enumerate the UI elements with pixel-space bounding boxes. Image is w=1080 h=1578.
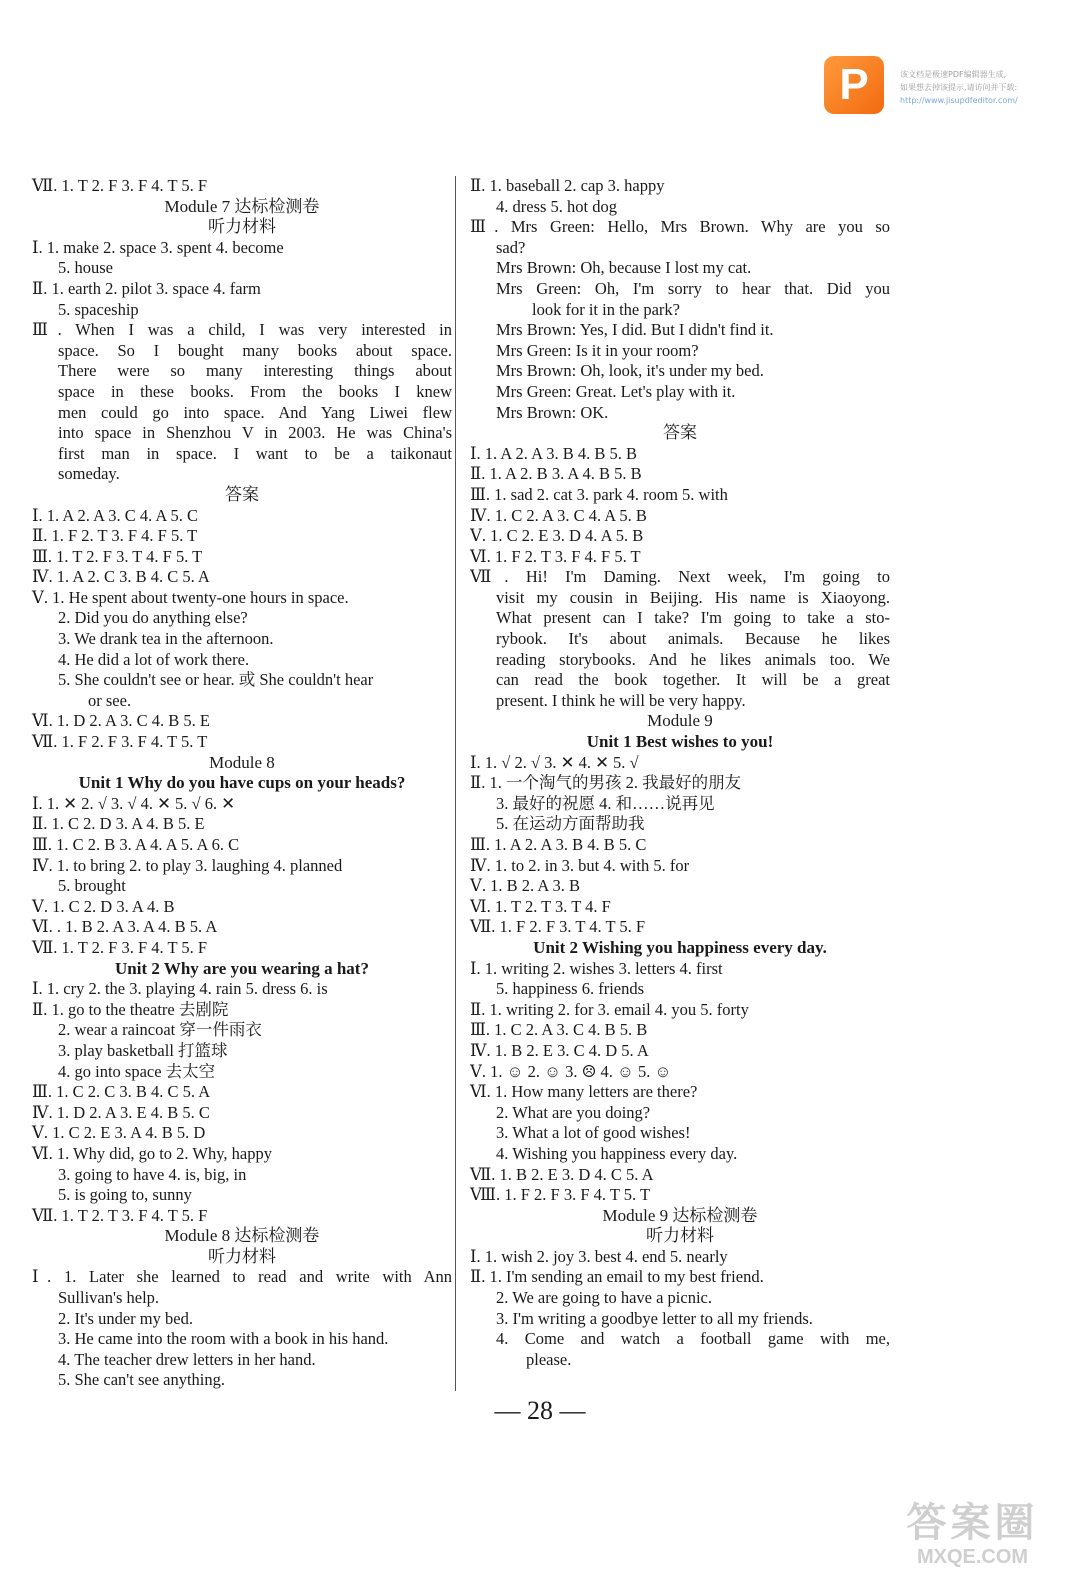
answer-line: Mrs Green: Is it in your room? <box>496 340 699 360</box>
answer-line: Ⅵ. 1. D 2. A 3. C 4. B 5. E <box>32 711 210 731</box>
answer-line: Ⅳ. 1. A 2. C 3. B 4. C 5. A <box>32 567 210 587</box>
watermark-text: 答案圈 <box>906 1501 1039 1545</box>
answer-line: men could go into space. And Yang Liwei flew <box>58 402 452 422</box>
answer-line: 3. going to have 4. is, big, in <box>58 1164 247 1184</box>
answer-line: 5. house <box>58 258 113 278</box>
answer-line: Module 8 达标检测卷 <box>164 1226 320 1246</box>
answer-line: 4. Come and watch a football game with me, <box>496 1329 890 1349</box>
answer-line: Mrs Brown: Yes, I did. But I didn't find it. <box>496 320 774 340</box>
answer-line: 答案 <box>663 423 697 443</box>
answer-line: Ⅶ. 1. F 2. F 3. T 4. T 5. F <box>470 917 646 937</box>
answer-line: Ⅴ. 1. B 2. A 3. B <box>470 876 581 896</box>
answer-line: Ⅱ. 1. C 2. D 3. A 4. B 5. E <box>32 814 205 834</box>
answer-line: Ⅳ. 1. to 2. in 3. but 4. with 5. for <box>470 855 690 875</box>
answer-line: 3. I'm writing a goodbye letter to all my friends. <box>496 1308 813 1328</box>
answer-line: sad? <box>496 237 526 257</box>
answer-line: reading storybooks. And he likes animals too. We <box>496 649 890 669</box>
answer-line: look for it in the park? <box>532 299 681 319</box>
answer-line: Ⅴ. 1. ☺ 2. ☺ 3. ☹ 4. ☺ 5. ☺ <box>470 1061 672 1081</box>
answer-line: first man in space. I want to be a taikonaut <box>58 443 452 463</box>
answer-line: Ⅱ. 1. baseball 2. cap 3. happy <box>470 176 665 195</box>
answer-line: Ⅲ. When I was a child, I was very interested in <box>32 320 452 340</box>
answer-line: 听力材料 <box>208 1246 276 1266</box>
answer-line: Ⅱ. 1. I'm sending an email to my best friend. <box>470 1267 764 1287</box>
answer-line: 4. The teacher drew letters in her hand. <box>58 1349 316 1369</box>
answer-line: Ⅷ. 1. F 2. F 3. F 4. T 5. T <box>470 1185 651 1205</box>
answer-line: Ⅲ. 1. C 2. A 3. C 4. B 5. B <box>470 1020 648 1040</box>
answer-line: Ⅶ. 1. T 2. T 3. F 4. T 5. F <box>32 1205 208 1225</box>
answer-line: space in these books. From the books I knew <box>58 381 452 401</box>
answer-line: 2. What are you doing? <box>496 1102 651 1122</box>
site-watermark <box>880 1500 1065 1570</box>
answer-line: Ⅰ. 1. Later she learned to read and write with Ann <box>32 1267 452 1287</box>
answer-line: 5. brought <box>58 876 126 896</box>
answer-line: Unit 2 Wishing you happiness every day. <box>533 937 827 957</box>
answer-line: Unit 2 Why are you wearing a hat? <box>115 958 369 978</box>
answer-line: 答案 <box>225 484 259 504</box>
answer-line: space. So I bought many books about space. <box>58 340 452 360</box>
answer-line: Module 8 <box>209 752 275 772</box>
answer-line: 5. spaceship <box>58 299 139 319</box>
answer-line: Ⅵ. 1. F 2. T 3. F 4. F 5. T <box>470 546 641 566</box>
answer-line: Mrs Green: Oh, I'm sorry to hear that. Did you <box>496 278 890 298</box>
answer-line: 5. 在运动方面帮助我 <box>496 814 645 834</box>
answer-line: Ⅲ. 1. C 2. C 3. B 4. C 5. A <box>32 1082 211 1102</box>
answer-line: 听力材料 <box>646 1226 714 1246</box>
answer-line: Mrs Brown: OK. <box>496 402 609 422</box>
answer-line: Ⅳ. 1. B 2. E 3. C 4. D 5. A <box>470 1040 649 1060</box>
answer-line: please. <box>526 1349 572 1369</box>
answer-line: 5. happiness 6. friends <box>496 979 645 999</box>
answer-line: 3. What a lot of good wishes! <box>496 1123 691 1143</box>
answer-line: into space in Shenzhou V in 2003. He was China's <box>58 423 452 443</box>
answer-line: 3. He came into the room with a book in his hand. <box>58 1329 389 1349</box>
note-url-link[interactable]: http://www.jisupdfeditor.com/ <box>900 96 1018 105</box>
answer-line: Ⅱ. 1. earth 2. pilot 3. space 4. farm <box>32 278 261 298</box>
column-divider <box>455 176 456 1391</box>
answer-line: Ⅲ. 1. A 2. A 3. B 4. B 5. C <box>470 835 647 854</box>
answer-line: Module 9 <box>647 711 713 731</box>
answer-line: Ⅴ. 1. C 2. E 3. D 4. A 5. B <box>470 526 644 546</box>
answer-line: Unit 1 Best wishes to you! <box>586 732 774 752</box>
answer-line: 4. dress 5. hot dog <box>496 196 617 216</box>
answer-line: Ⅴ. 1. C 2. E 3. A 4. B 5. D <box>32 1123 206 1143</box>
answer-line: 4. He did a lot of work there. <box>58 649 250 669</box>
answer-line: Ⅵ. . 1. B 2. A 3. A 4. B 5. A <box>32 917 218 937</box>
answer-line: Sullivan's help. <box>58 1288 160 1308</box>
answer-line: Ⅱ. 1. F 2. T 3. F 4. F 5. T <box>32 526 198 546</box>
answer-line: 5. is going to, sunny <box>58 1185 192 1205</box>
answer-line: Ⅶ. 1. F 2. F 3. F 4. T 5. T <box>32 732 208 752</box>
pdf-editor-note <box>900 68 1070 107</box>
answer-line: present. I think he will be very happy. <box>496 690 746 710</box>
answer-column-left <box>32 176 452 1391</box>
answer-column-right <box>470 176 890 1370</box>
answer-line: Ⅰ. 1. make 2. space 3. spent 4. become <box>32 237 284 257</box>
answer-line: There were so many interesting things about <box>58 361 452 381</box>
answer-line: Ⅵ. 1. How many letters are there? <box>470 1082 698 1102</box>
answer-line: Ⅱ. 1. go to the theatre 去剧院 <box>32 999 229 1019</box>
answer-line: Ⅱ. 1. writing 2. for 3. email 4. you 5. forty <box>470 999 749 1019</box>
answer-line: Ⅶ. 1. B 2. E 3. D 4. C 5. A <box>470 1164 654 1184</box>
note-line-1: 该文档是极速PDF编辑器生成, <box>900 70 1007 79</box>
answer-line: 5. She can't see anything. <box>58 1370 226 1390</box>
answer-line: Ⅵ. 1. Why did, go to 2. Why, happy <box>32 1143 272 1163</box>
answer-line: rybook. It's about animals. Because he likes <box>496 629 890 649</box>
answer-line: Ⅳ. 1. to bring 2. to play 3. laughing 4. planned <box>32 855 343 875</box>
answer-line: Ⅰ. 1. wish 2. joy 3. best 4. end 5. nearly <box>470 1246 728 1266</box>
answer-line: Ⅳ. 1. C 2. A 3. C 4. A 5. B <box>470 505 647 525</box>
answer-line: 2. We are going to have a picnic. <box>496 1288 712 1308</box>
answer-line: Ⅶ. 1. T 2. F 3. F 4. T 5. F <box>32 937 208 957</box>
answer-line: Ⅶ. Hi! I'm Daming. Next week, I'm going to <box>470 567 890 587</box>
answer-line: visit my cousin in Beijing. His name is Xiaoyong. <box>496 587 890 607</box>
answer-line: Ⅰ. 1. A 2. A 3. C 4. A 5. C <box>32 505 199 525</box>
answer-line: 3. 最好的祝愿 4. 和……说再见 <box>496 793 715 813</box>
answer-line: Mrs Brown: Oh, look, it's under my bed. <box>496 361 764 381</box>
answer-line: Mrs Green: Great. Let's play with it. <box>496 381 736 401</box>
answer-line: Ⅲ. 1. sad 2. cat 3. park 4. room 5. with <box>470 484 728 504</box>
answer-line: Ⅱ. 1. 一个淘气的男孩 2. 我最好的朋友 <box>470 773 742 793</box>
watermark-domain: MXQE.COM <box>916 1546 1029 1568</box>
answer-line: Ⅶ. 1. T 2. F 3. F 4. T 5. F <box>32 176 208 195</box>
answer-line: someday. <box>58 464 120 484</box>
answer-line: 5. She couldn't see or hear. 或 She couldn't hear <box>58 670 374 690</box>
answer-line: Ⅴ. 1. C 2. D 3. A 4. B <box>32 896 175 916</box>
answer-line: 2. wear a raincoat 穿一件雨衣 <box>58 1020 262 1040</box>
pdf-editor-logo: P <box>824 56 884 114</box>
answer-line: Mrs Brown: Oh, because I lost my cat. <box>496 258 752 278</box>
answer-line: Ⅴ. 1. He spent about twenty-one hours in space. <box>32 587 349 607</box>
answer-line: Ⅰ. 1. writing 2. wishes 3. letters 4. first <box>470 958 723 978</box>
answer-line: Ⅳ. 1. D 2. A 3. E 4. B 5. C <box>32 1102 210 1122</box>
answer-line: Ⅲ. 1. T 2. F 3. T 4. F 5. T <box>32 546 203 566</box>
answer-line: 听力材料 <box>208 217 276 237</box>
note-line-2: 如果想去掉该提示,请访问并下载: <box>900 83 1018 92</box>
answer-line: Module 9 达标检测卷 <box>602 1205 758 1225</box>
answer-line: 2. Did you do anything else? <box>58 608 248 628</box>
answer-line: 4. Wishing you happiness every day. <box>496 1143 738 1163</box>
answer-line: can read the book together. It will be a great <box>496 670 890 690</box>
answer-line: Ⅱ. 1. A 2. B 3. A 4. B 5. B <box>470 464 642 484</box>
answer-line: or see. <box>88 690 132 710</box>
answer-line: 3. We drank tea in the afternoon. <box>58 629 274 649</box>
answer-line: 4. go into space 去太空 <box>58 1061 216 1081</box>
answer-line: What present can I take? I'm going to take a sto- <box>496 608 890 628</box>
answer-line: Ⅰ. 1. A 2. A 3. B 4. B 5. B <box>470 443 637 463</box>
answer-line: Module 7 达标检测卷 <box>164 196 320 216</box>
answer-line: 2. It's under my bed. <box>58 1308 193 1328</box>
answer-line: Ⅲ. Mrs Green: Hello, Mrs Brown. Why are you so <box>470 217 890 237</box>
answer-line: Ⅰ. 1. cry 2. the 3. playing 4. rain 5. dress 6. is <box>32 979 328 999</box>
answer-line: Ⅲ. 1. C 2. B 3. A 4. A 5. A 6. C <box>32 835 240 854</box>
answer-line: Unit 1 Why do you have cups on your heads? <box>78 773 406 793</box>
answer-line: 3. play basketball 打篮球 <box>58 1040 228 1060</box>
answer-line: Ⅰ. 1. √ 2. √ 3. ✕ 4. ✕ 5. √ <box>470 752 639 772</box>
answer-line: Ⅰ. 1. ✕ 2. √ 3. √ 4. ✕ 5. √ 6. ✕ <box>32 793 236 813</box>
page-number: — 28 — <box>494 1396 586 1425</box>
answer-line: Ⅵ. 1. T 2. T 3. T 4. F <box>470 896 611 916</box>
